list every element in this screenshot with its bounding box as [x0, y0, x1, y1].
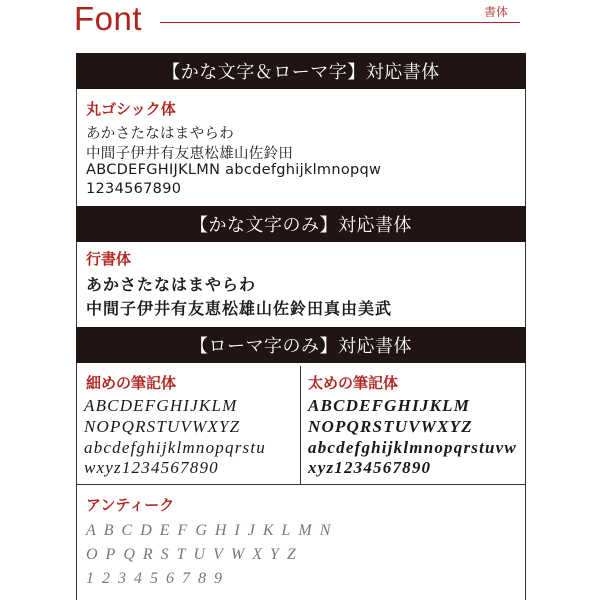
sample-line: ABCDEFGHIJKLMN — [86, 522, 339, 539]
sample-line: 中間子伊井有友恵松雄山佐鈴田真由美武 — [86, 299, 393, 318]
sample-line: OPQRSTUVWXYZ — [86, 546, 304, 563]
sample-line: NOPQRSTUVWXYZ — [308, 417, 473, 436]
page-title: Font — [74, 0, 143, 37]
sample-line: abcdefghijklmnopqrstuvw — [308, 438, 517, 457]
section-heading-kana-roman: 【かな文字＆ローマ字】対応書体 — [76, 53, 526, 89]
sample-line: 中間子伊井有友恵松雄山佐鈴田 — [86, 146, 294, 162]
font-name-antique: アンティーク — [86, 496, 175, 514]
sample-line: ABCDEFGHIJKLM — [84, 396, 238, 415]
sample-line: 1234567890 — [86, 181, 182, 197]
sample-line: xyz1234567890 — [308, 458, 432, 477]
sample-line: 123456789 — [86, 570, 230, 587]
font-name-thin-script: 細めの筆記体 — [86, 374, 177, 392]
page-subtitle: 書体 — [484, 5, 509, 19]
sample-line: ABCDEFGHIJKLM — [308, 396, 471, 415]
sample-line: wxyz1234567890 — [84, 458, 219, 477]
section-divider — [76, 484, 526, 485]
font-name-maru-gothic: 丸ゴシック体 — [86, 100, 176, 118]
sample-line: あかさたなはまやらわ — [86, 126, 234, 142]
section-heading-roman-only: 【ローマ字のみ】対応書体 — [76, 327, 526, 363]
font-name-bold-script: 太めの筆記体 — [308, 374, 399, 392]
sample-line: abcdefghijklmnopqrstu — [84, 438, 266, 457]
font-name-gyosho: 行書体 — [86, 250, 132, 268]
section-heading-kana-only: 【かな文字のみ】対応書体 — [76, 206, 526, 242]
header-rule — [160, 22, 520, 23]
column-divider — [300, 366, 301, 484]
sample-line: あかさたなはまやらわ — [86, 275, 257, 294]
sample-line: ABCDEFGHIJKLMN abcdefghijklmnopqw — [86, 162, 382, 178]
sample-line: NOPQRSTUVWXYZ — [84, 417, 241, 436]
